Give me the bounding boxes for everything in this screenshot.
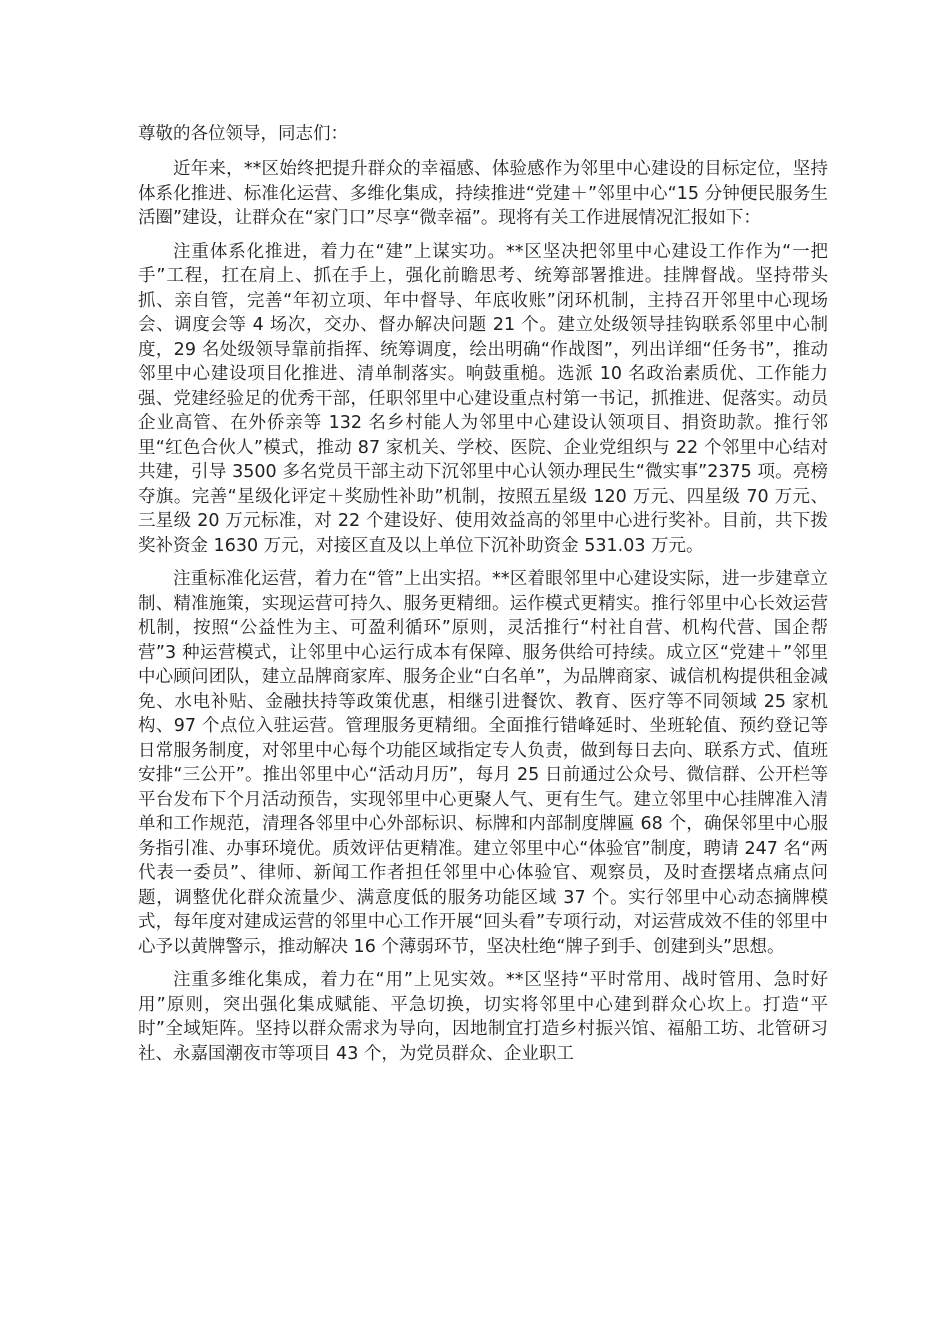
paragraph-standardized-operation: 注重标准化运营，着力在“管”上出实招。**区着眼邻里中心建设实际，进一步建章立制、精准施策，实现运营可持久、服务更精细。运作模式更精实。推行邻里中心长效运营机制，按照“公益性为主、可盈利循环”原则，灵活推行“村社自营、机构代营、国企帮营”3 种运营模式，让邻里中心运行成本有保障、服务供给可持续。成立区“党建＋”邻里中心顾问团队，建立品牌商家库、服务企业“白名单”，为品牌商家、诚信机构提供租金减免、水电补贴、金融扶持等政策优惠，相继引进餐饮、教育、医疗等不同领域 25 家机构、97 个点位入驻运营。管理服务更精细。全面推行错峰延时、坐班轮值、预约登记等日常服务制度，对邻里中心每个功能区域指定专人负责，做到每日去向、联系方式、值班安排“三公开”。推出邻里中心“活动月历”，每月 25 日前通过公众号、微信群、公开栏等平台发布下个月活动预告，实现邻里中心更聚人气、更有生气。建立邻里中心挂牌准入清单和工作规范，清理各邻里中心外部标识、标牌和内部制度牌匾 68 个，确保邻里中心服务指引准、办事环境优。质效评估更精准。建立邻里中心“体验官”制度，聘请 247 名“两代表一委员”、律师、新闻工作者担任邻里中心体验官、观察员，及时查摆堵点痛点问题，调整优化群众流量少、满意度低的服务功能区域 37 个。实行邻里中心动态摘牌模式，每年度对建成运营的邻里中心工作开展“回头看”专项行动，对运营成效不佳的邻里中心予以黄牌警示，推动解决 16 个薄弱环节，坚决杜绝“牌子到手、创建到头”思想。 bbox=[138, 569, 828, 957]
paragraph-multidimensional-integration: 注重多维化集成，着力在“用”上见实效。**区坚持“平时常用、战时管用、急时好用”原则，突出强化集成赋能、平急切换，切实将邻里中心建到群众心坎上。打造“平时”全域矩阵。坚持以群众需求为导向，因地制宜打造乡村振兴馆、福船工坊、北管研习社、永嘉国潮夜市等项目 43 个，为党员群众、企业职工 bbox=[138, 970, 828, 1064]
paragraph-intro: 近年来，**区始终把提升群众的幸福感、体验感作为邻里中心建设的目标定位，坚持体系化推进、标准化运营、多维化集成，持续推进“党建＋”邻里中心“15 分钟便民服务生活圈”建设，让群众在“家门口”尽享“微幸福”。现将有关工作进展情况汇报如下： bbox=[138, 159, 828, 228]
paragraph-systematic-promotion: 注重体系化推进，着力在“建”上谋实功。**区坚决把邻里中心建设工作作为“一把手”工程，扛在肩上、抓在手上，强化前瞻思考、统筹部署推进。挂牌督战。坚持带头抓、亲自管，完善“年初立项、年中督导、年底收账”闭环机制，主持召开邻里中心现场会、调度会等 4 场次，交办、督办解决问题 21 个。建立处级领导挂钩联系邻里中心制度，29 名处级领导靠前指挥、统筹调度，绘出明确“作战图”，列出详细“任务书”，推动邻里中心建设项目化推进、清单制落实。响鼓重槌。选派 10 名政治素质优、工作能力强、党建经验足的优秀干部，任职邻里中心建设重点村第一书记，抓推进、促落实。动员企业高管、在外侨亲等 132 名乡村能人为邻里中心建设认领项目、捐资助款。推行邻里“红色合伙人”模式，推动 87 家机关、学校、医院、企业党组织与 22 个邻里中心结对共建，引导 3500 多名党员干部主动下沉邻里中心认领办理民生“微实事”2375 项。亮榜夺旗。完善“星级化评定＋奖励性补助”机制，按照五星级 120 万元、四星级 70 万元、三星级 20 万元标准，对 22 个建设好、使用效益高的邻里中心进行奖补。目前，共下拨奖补资金 1630 万元，对接区直及以上单位下沉补助资金 531.03 万元。 bbox=[138, 241, 828, 556]
document-page bbox=[138, 122, 828, 1075]
salutation: 尊敬的各位领导，同志们： bbox=[138, 124, 348, 144]
